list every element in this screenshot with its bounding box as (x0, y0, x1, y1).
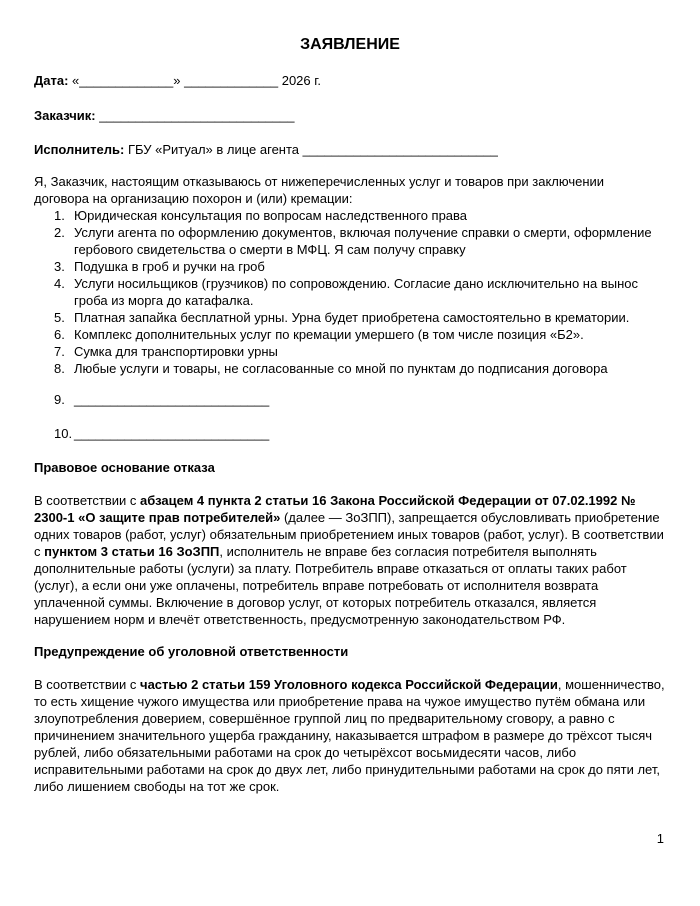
legal-paragraph: В соответствии с абзацем 4 пункта 2 статьи 16 Закона Российской Федерации от 07.02.1992 № 2300-1 «О защите прав потребителей» (далее — ЗоЗПП), запрещается обусловливать приобретение одних товаров (работ, услуг) обязательным приобретением иных товаров (работ, услуг). В соответствии с пунктом 3 статьи 16 ЗоЗПП, исполнитель не вправе без согласия потребителя выполнять дополнительные работы (услуги) за плату. Потребитель вправе отказаться от оплаты таких работ (услуг), а если они уже оплачены, потребитель вправе потребовать от исполнителя возврата уплаченной суммы. Включение в договор услуг, от которых потребитель отказался, является нарушением норм и влечёт ответственность, предусмотренную законодательством РФ. (34, 493, 664, 627)
date-line (34, 72, 321, 89)
contractor-value: ГБУ «Ритуал» в лице агента ___________________________ (127, 142, 498, 157)
date-value: «_____________» _____________ 2026 г. (72, 73, 322, 88)
list-item: 4. Услуги носильщиков (грузчиков) по сопровождению. Согласие дано исключительно на вынос гроба из морга до катафалка. (54, 276, 638, 308)
list-item: 6. Комплекс дополнительных услуг по кремации умершего (в том числе позиция «Б2». (54, 327, 584, 342)
customer-label: Заказчик: (34, 108, 96, 123)
list-item: 8. Любые услуги и товары, не согласованные со мной по пунктам до подписания договора (54, 361, 608, 376)
document-title: ЗАЯВЛЕНИЕ (300, 36, 400, 53)
customer-value: ___________________________ (99, 108, 295, 123)
intro-paragraph: Я, Заказчик, настоящим отказываюсь от нижеперечисленных услуг и товаров при заключении договора на организацию похорон и (или) кремации: (34, 174, 605, 206)
date-label: Дата: (34, 73, 69, 88)
list-item: 3. Подушка в гроб и ручки на гроб (54, 259, 265, 274)
list-item: 1. Юридическая консультация по вопросам наследственного права (54, 208, 468, 223)
list-item: 5. Платная запайка бесплатной урны. Урна будет приобретена самостоятельно в крематории. (54, 310, 630, 325)
customer-line (34, 107, 294, 124)
refused-items-list (34, 207, 666, 377)
contractor-line (34, 141, 498, 158)
warning-paragraph: В соответствии с частью 2 статьи 159 Уголовного кодекса Российской Федерации, мошенничество, то есть хищение чужого имущества или приобретение права на чужое имущество путём обмана или злоупотребления доверием, совершённое группой лиц по предварительному сговору, а равно с причинением значительного ущерба гражданину, наказывается штрафом в размере до трёхсот тысяч рублей, либо обязательными работами на срок до четырёхсот восьмидесяти часов, либо исправительными работами на срок до двух лет, либо принудительными работами на срок до пяти лет, либо лишением свободы на тот же срок. (34, 677, 665, 794)
list-item: 2. Услуги агента по оформлению документов, включая получение справки о смерти, оформление гербового свидетельства о смерти в МФЦ. Я сам получу справку (54, 225, 652, 257)
list-item: 7. Сумка для транспортировки урны (54, 344, 278, 359)
page-number: 1 (656, 831, 664, 846)
legal-heading: Правовое основание отказа (34, 460, 215, 475)
contractor-label: Исполнитель: (34, 142, 125, 157)
warning-heading: Предупреждение об уголовной ответственности (34, 644, 349, 659)
